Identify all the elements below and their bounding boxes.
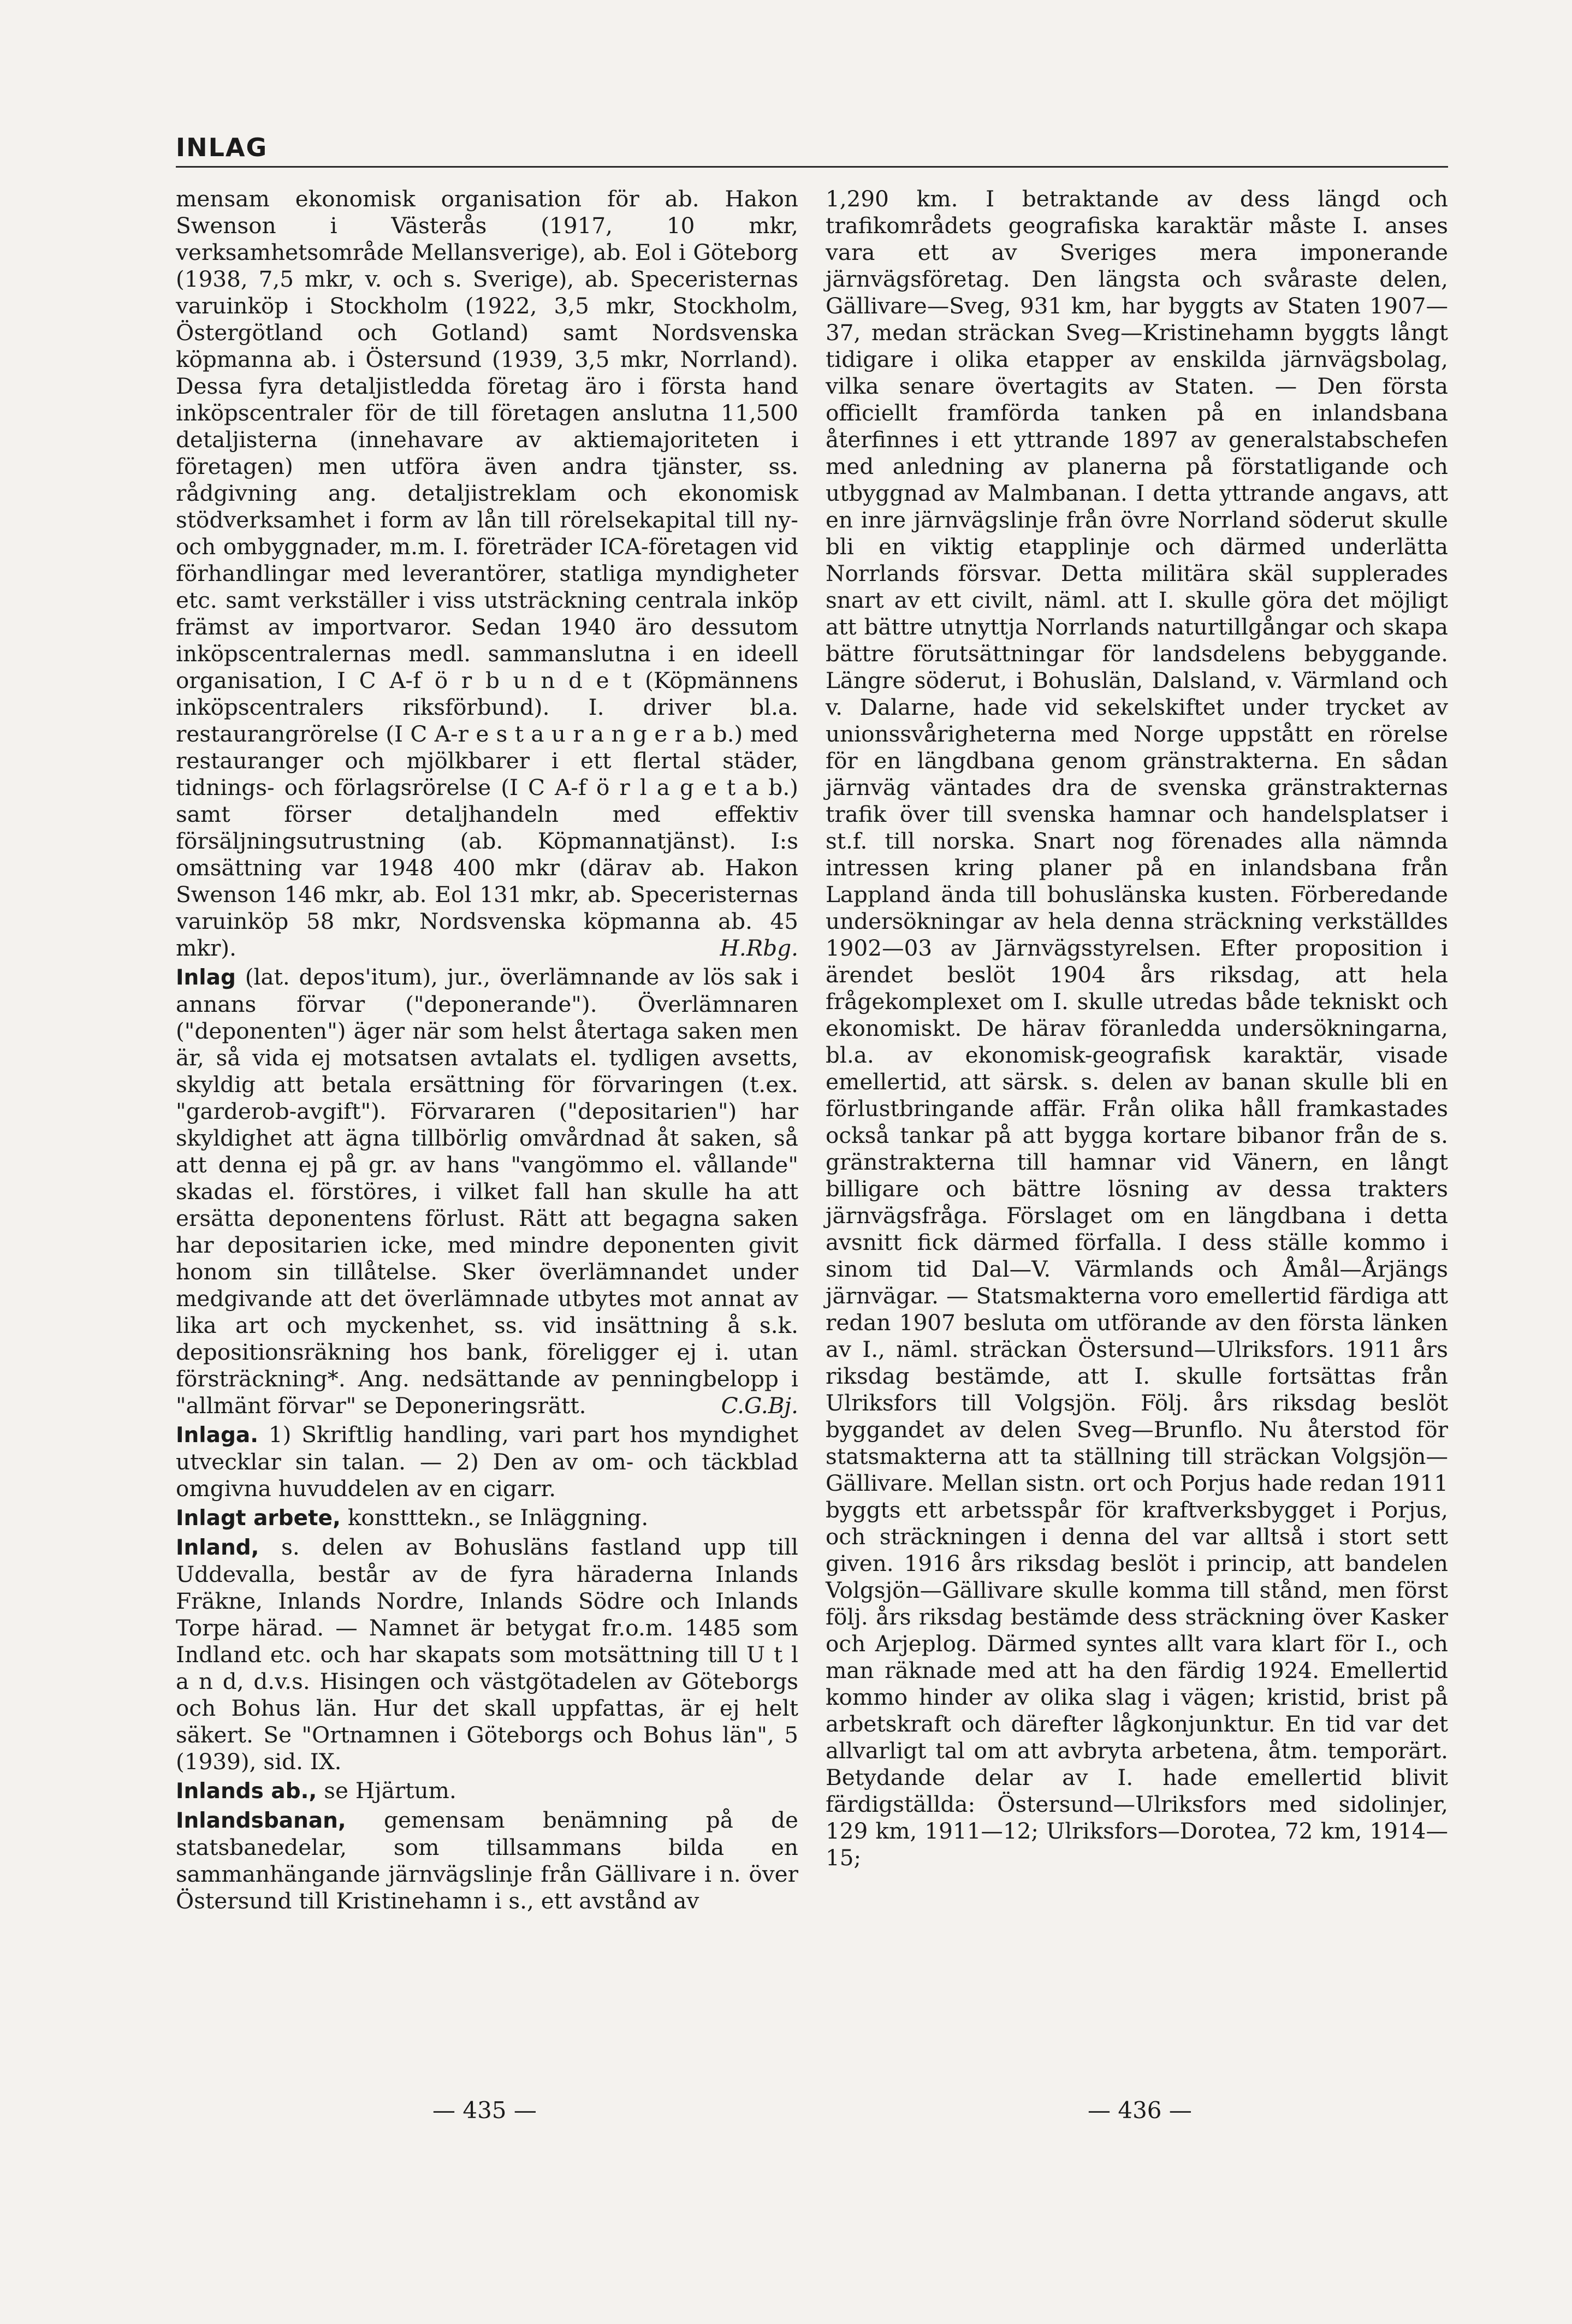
author-signature: H.Rbg.: [720, 935, 798, 961]
entry-continuation: [176, 186, 798, 962]
entry-continuation-text: mensam ekonomisk organisation för ab. Hakon Swenson i Västerås (1917, 10 mkr, verksamhetsområde Mellansverige), ab. Eol i Göteborg (1938, 7,5 mkr, v. och s. Sverige), ab. Speceristernas varuinköp i Stockholm (1922, 3,5 mkr, Stockholm, Östergötland och Gotland) samt Nordsvenska köpmanna ab. i Östersund (1939, 3,5 mkr, Norrland). Dessa fyra detaljistledda företag äro i första hand inköpscentraler för de till företagen anslutna 11,500 detaljisterna (innehavare av aktiemajoriteten i företagen) men utföra även andra tjänster, ss. rådgivning ang. detaljistreklam och ekonomisk stödverksamhet i form av lån till rörelsekapital till ny- och ombyggnader, m.m. I. företräder ICA-företagen vid förhandlingar med leverantörer, statliga myndigheter etc. samt verkställer i viss utsträckning centrala inköp främst av importvaror. Sedan 1940 äro dessutom inköpscentralernas medl. sammanslutna i en ideell organisation, I C A-f ö r b u n d e t (Köpmännens inköpscentralers riksförbund). I. driver bl.a. restaurangrörelse (I C A-r e s t a u r a n g e r a b.) med restauranger och mjölkbarer i ett flertal städer, tidnings- och förlagsrörelse (I C A-f ö r l a g e t a b.) samt förser detaljhandeln med effektiv försäljningsutrustning (ab. Köpmannatjänst). I:s omsättning var 1948 400 mkr (därav ab. Hakon Swenson 146 mkr, ab. Eol 131 mkr, ab. Speceristernas varuinköp 58 mkr, Nordsvenska köpmanna ab. 45 mkr).: [176, 186, 798, 961]
entry-text: (lat. depos'itum), jur., överlämnande av lös sak i annans förvar ("deponerande"). Överlämnaren ("deponenten") äger när som helst återtaga saken men är, så vida ej motsatsen avtalats el. tydligen avsetts, skyldig att betala ersättning för förvaringen (t.ex. "garderob-avgift"). Förvararen ("depositarien") har skyldighet att ägna tillbörlig omvårdnad åt saken, så att denna ej på gr. av hans "vangömmo el. vållande" skadas el. förstöres, i vilket fall han skulle ha att ersätta deponentens förlust. Rätt att begagna saken har depositarien icke, med mindre deponenten givit honom sin tillåtelse. Sker överlämnandet under medgivande att det överlämnade utbytes mot annat av lika art och myckenhet, ss. vid insättning å s.k. depositionsräkning hos bank, föreligger ej i. utan försträckning*. Ang. nedsättande av penningbelopp i "allmänt förvar" se Deponeringsrätt.: [176, 964, 799, 1419]
entry-headword: Inlag: [176, 965, 236, 990]
entry-headword: Inlagt arbete,: [176, 1506, 341, 1531]
left-column: [176, 186, 798, 1914]
entry-inlaga: [176, 1421, 798, 1502]
entry-inlandsbanan: [176, 1807, 798, 1914]
entry-inlands-ab: [176, 1777, 798, 1805]
entry-text: gemensam benämning på de statsbanedelar, som tillsammans bilda en sammanhängande järnvägslinje från Gällivare i n. över Östersund till Kristinehamn i s., ett avstånd av: [176, 1807, 799, 1914]
right-column: [826, 186, 1448, 1871]
entry-headword: Inlands ab.,: [176, 1779, 317, 1804]
entry-headword: Inlandsbanan,: [176, 1809, 346, 1833]
entry-text: se Hjärtum.: [324, 1777, 456, 1804]
entry-inlandsbanan-continued: 1,290 km. I betraktande av dess längd och trafikområdets geografiska karaktär måste I. anses vara ett av Sveriges mera imponerande järnvägsföretag. Den längsta och svåraste delen, Gällivare—Sveg, 931 km, har byggts av Staten 1907—37, medan sträckan Sveg—Kristinehamn byggts långt tidigare i olika etapper av enskilda järnvägsbolag, vilka senare övertagits av Staten. — Den första officiellt framförda tanken på en inlandsbana återfinnes i ett yttrande 1897 av generalstabschefen med anledning av planerna på förstatligande och utbyggnad av Malmbanan. I detta yttrande angavs, att en inre järnvägslinje från övre Norrland söderut skulle bli en viktig etapplinje och därmed underlätta Norrlands försvar. Detta militära skäl supplerades snart av ett civilt, näml. att I. skulle göra det möjligt att bättre utnyttja Norrlands naturtillgångar och skapa bättre förutsättningar för landsdelens bebyggande. Längre söderut, i Bohuslän, Dalsland, v. Värmland och v. Dalarne, hade vid sekelskiftet under trycket av unionssvårigheterna med Norge uppstått en rörelse för en längdbana genom gränstrakterna. En sådan järnväg väntades dra de svenska gränstrakternas trafik över till svenska hamnar och handelsplatser i st.f. till norska. Snart nog förenades alla nämnda intressen kring planer på en inlandsbana från Lappland ända till bohuslänska kusten. Förberedande undersökningar av hela denna sträckning verkställdes 1902—03 av Järnvägsstyrelsen. Efter proposition i ärendet beslöt 1904 års riksdag, att hela frågekomplexet om I. skulle utredas både tekniskt och ekonomiskt. De härav föranledda undersökningarna, bl.a. av ekonomisk-geografisk karaktär, visade emellertid, att särsk. s. delen av banan skulle bli en förlustbringande affär. Från olika håll framkastades också tankar på att bygga kortare bibanor från de s. gränstrakterna till hamnar vid Vänern, en långt billigare och bättre lösning av dessa trakters järnvägsfråga. Förslaget om en längdbana i detta avsnitt fick därmed förfalla. I dess ställe kommo i sinom tid Dal—V. Värmlands och Åmål—Årjängs järnvägar. — Statsmakterna voro emellertid färdiga att redan 1907 besluta om utförande av den första länken av I., näml. sträckan Östersund—Ulriksfors. 1911 års riksdag bestämde, att I. skulle fortsättas från Ulriksfors till Volgsjön. Följ. års riksdag beslöt byggandet av delen Sveg—Brunflo. Nu återstod för statsmakterna att ta ställning till sträckan Volgsjön—Gällivare. Mellan sistn. ort och Porjus hade redan 1911 byggts ett arbetsspår för kraftverksbygget i Porjus, och sträckningen i denna del var alltså i stort sett given. 1916 års riksdag beslöt i princip, att bandelen Volgsjön—Gällivare skulle komma till stånd, men först följ. års riksdag bestämde dess sträckning över Kasker och Arjeplog. Därmed syntes allt vara klart för I., och man räknade med att ha den färdig 1924. Emellertid kommo hinder av olika slag i vägen; kristid, brist på arbetskraft och därefter lågkonjunktur. En tid var det allvarligt tal om att avbryta arbetena, åtm. temporärt. Betydande delar av I. hade emellertid blivit färdigställda: Östersund—Ulriksfors med sidolinjer, 129 km, 1911—12; Ulriksfors—Dorotea, 72 km, 1914—15;: [826, 186, 1448, 1871]
entry-text: 1) Skriftlig handling, vari part hos myndighet utvecklar sin talan. — 2) Den av om- och täckblad omgivna huvuddelen av en cigarr.: [176, 1421, 798, 1502]
header-rule: [176, 166, 1448, 168]
entry-headword: Inlaga.: [176, 1423, 259, 1448]
entry-text: konstttekn., se Inläggning.: [347, 1504, 649, 1531]
entry-inland: [176, 1534, 798, 1775]
entry-inlagt-arbete: [176, 1504, 798, 1532]
author-signature: C.G.Bj.: [721, 1392, 798, 1419]
entry-inlag: [176, 964, 798, 1419]
entry-headword: Inland,: [176, 1536, 259, 1560]
page-number-right: — 436 —: [1088, 2097, 1192, 2124]
running-head: INLAG: [176, 133, 268, 162]
entry-text: s. delen av Bohusläns fastland upp till Uddevalla, består av de fyra häraderna Inlands Fräkne, Inlands Nordre, Inlands Södre och Inlands Torpe härad. — Namnet är betygat fr.o.m. 1485 som Indland etc. och har skapats som motsättning till U t l a n d, d.v.s. Hisingen och västgötadelen av Göteborgs och Bohus län. Hur det skall uppfattas, är ej helt säkert. Se "Ortnamnen i Göteborgs och Bohus län", 5 (1939), sid. IX.: [176, 1534, 799, 1775]
page-number-left: — 435 —: [432, 2097, 537, 2124]
